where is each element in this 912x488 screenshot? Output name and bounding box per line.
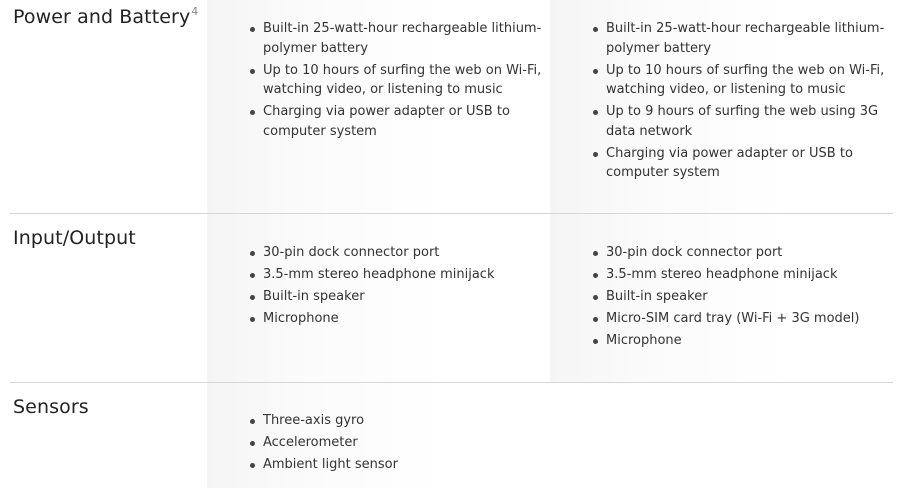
list-item: Up to 9 hours of surfing the web using 3G data network xyxy=(591,102,896,141)
list-item: Microphone xyxy=(591,331,896,351)
list-item: 3.5-mm stereo headphone minijack xyxy=(248,265,548,285)
list-item: Built-in speaker xyxy=(248,287,548,307)
list-item: Up to 10 hours of surfing the web on Wi-Fi, watching video, or listening to music xyxy=(591,61,896,100)
list-item: Three-axis gyro xyxy=(248,411,548,431)
section-title-sensors xyxy=(13,396,89,418)
list-item: Micro-SIM card tray (Wi-Fi + 3G model) xyxy=(591,309,896,329)
list-item: Charging via power adapter or USB to computer system xyxy=(248,102,548,141)
list-item: 30-pin dock connector port xyxy=(248,243,548,263)
section-title-input-output xyxy=(13,227,136,249)
power-battery-list-wifi xyxy=(248,19,548,144)
section-title-text: Input/Output xyxy=(13,227,136,249)
sensors-list xyxy=(248,411,548,477)
list-item: Up to 10 hours of surfing the web on Wi-Fi, watching video, or listening to music xyxy=(248,61,548,100)
list-item: Charging via power adapter or USB to computer system xyxy=(591,144,896,183)
list-item: Built-in 25-watt-hour rechargeable lithium-polymer battery xyxy=(591,19,896,58)
list-item: 30-pin dock connector port xyxy=(591,243,896,263)
input-output-list-3g xyxy=(591,243,896,353)
section-title-text: Power and Battery xyxy=(13,6,191,28)
section-divider xyxy=(10,382,893,383)
input-output-list-wifi xyxy=(248,243,548,331)
footnote-marker[interactable]: 4 xyxy=(191,5,199,18)
section-title-power-battery xyxy=(13,5,198,28)
list-item: Microphone xyxy=(248,309,548,329)
list-item: 3.5-mm stereo headphone minijack xyxy=(591,265,896,285)
section-divider xyxy=(10,213,893,214)
list-item: Ambient light sensor xyxy=(248,455,548,475)
list-item: Built-in 25-watt-hour rechargeable lithium-polymer battery xyxy=(248,19,548,58)
power-battery-list-3g xyxy=(591,19,896,185)
list-item: Accelerometer xyxy=(248,433,548,453)
list-item: Built-in speaker xyxy=(591,287,896,307)
section-title-text: Sensors xyxy=(13,396,89,418)
